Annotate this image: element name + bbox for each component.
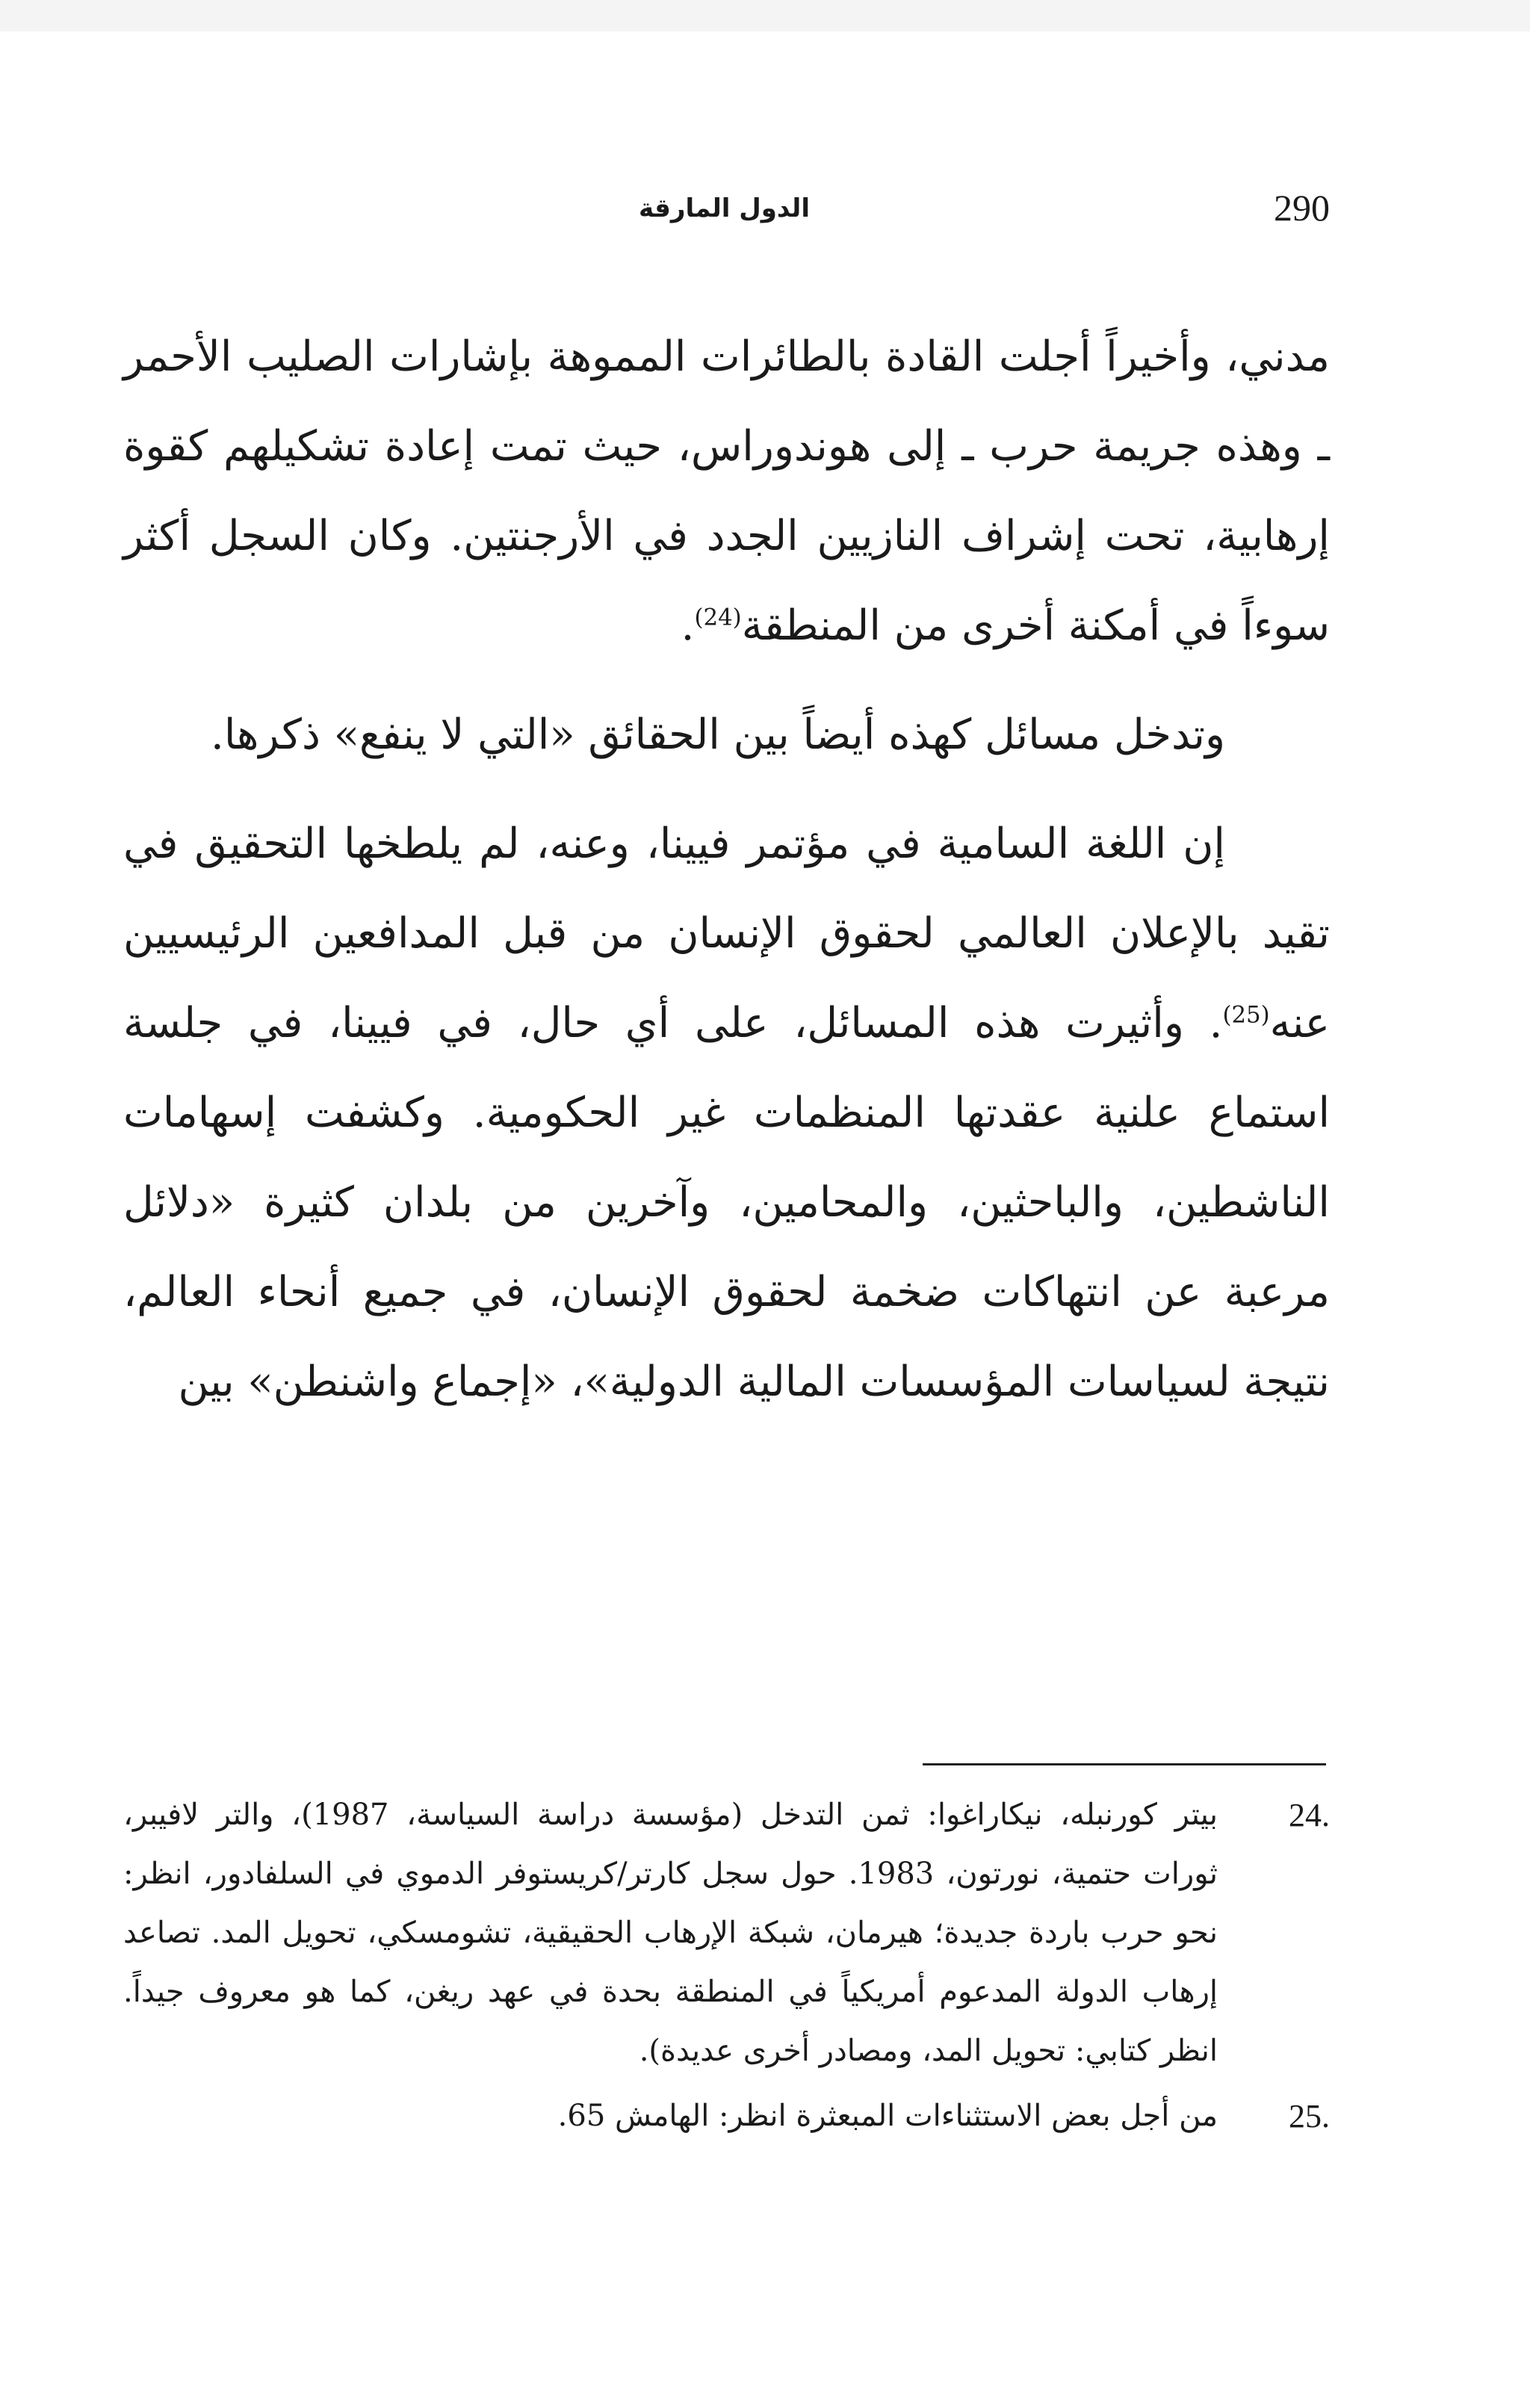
footnote-number: 24. bbox=[1289, 1797, 1330, 1833]
paragraph-1-text: مدني، وأخيراً أجلت القادة بالطائرات المموهة بإشارات الصليب الأحمر ـ وهذه جريمة حرب ـ إلى هوندوراس، حيث تمت إعادة تشكيلهم كقوة إرهابية، تحت إشراف النازيين الجدد في الأرجنتين. وكان السجل أكثر سوءاً في أمكنة أخرى من المنطقة bbox=[123, 332, 1330, 650]
body-text bbox=[123, 312, 1330, 1446]
page-number: 290 bbox=[1274, 187, 1330, 229]
paragraph-3 bbox=[123, 799, 1330, 1427]
page-header bbox=[123, 178, 1330, 238]
scan-edge bbox=[0, 0, 1530, 31]
paragraph-2-text: وتدخل مسائل كهذه أيضاً بين الحقائق «التي لا ينفع» ذكرها. bbox=[211, 711, 1225, 759]
footnote-separator bbox=[923, 1763, 1326, 1765]
footnote-ref-25: (25) bbox=[1222, 1001, 1270, 1029]
paragraph-2 bbox=[123, 690, 1330, 780]
footnote-25 bbox=[123, 2087, 1330, 2146]
footnote-ref-24: (24) bbox=[694, 604, 742, 631]
running-head: الدول المارقة bbox=[639, 194, 810, 223]
footnote-24 bbox=[123, 1786, 1330, 2081]
paragraph-1 bbox=[123, 312, 1330, 671]
paragraph-1-end: . bbox=[681, 601, 695, 650]
footnote-text: بيتر كورنبله، نيكاراغوا: ثمن التدخل (مؤسسة دراسة السياسة، 1987)، والتر لافيبر، ثورات حتمية، نورتون، 1983. حول سجل كارتر/كريستوفر الدموي في السلفادور، انظر: نحو حرب باردة جديدة؛ هيرمان، شبكة الإرهاب الحقيقية، تشومسكي، تحويل المد. تصاعد إرهاب الدولة المدعوم أمريكياً في المنطقة بحدة في عهد ريغن، كما هو معروف جيداً. انظر كتابي: تحويل المد، ومصادر أخرى عديدة). bbox=[123, 1798, 1218, 2068]
footnotes bbox=[123, 1786, 1330, 2152]
paragraph-3-text-a: إن اللغة السامية في مؤتمر فيينا، وعنه، لم يلطخها التحقيق في تقيد بالإعلان العالمي لحقوق الإنسان من قبل المدافعين الرئيسيين عنه bbox=[123, 820, 1331, 1047]
footnote-number: 25. bbox=[1289, 2098, 1330, 2135]
paragraph-3-text-b: . وأثيرت هذه المسائل، على أي حال، في فيينا، في جلسة استماع علنية عقدتها المنظمات غير الحكومية. وكشفت إسهامات الناشطين، والباحثين، والمحامين، وآخرين من بلدان كثيرة «دلائل مرعبة عن انتهاكات ضخمة لحقوق الإنسان، في جميع أنحاء العالم، نتيجة لسياسات المؤسسات المالية الدولية»، «إجماع واشنطن» بين bbox=[123, 999, 1330, 1406]
footnote-text: من أجل بعض الاستثناءات المبعثرة انظر: الهامش 65. bbox=[557, 2099, 1218, 2133]
